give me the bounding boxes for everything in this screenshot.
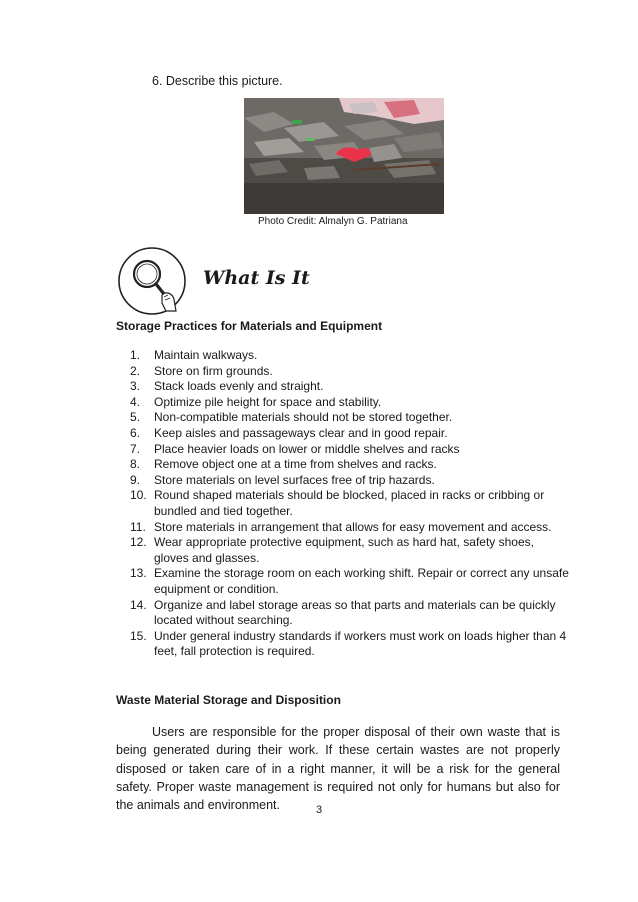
- storage-heading: Storage Practices for Materials and Equipment: [116, 319, 383, 333]
- storage-practices-list: [130, 348, 570, 660]
- section-title: What Is It: [203, 267, 310, 289]
- list-item: 3. Stack loads evenly and straight.: [130, 379, 324, 394]
- photo-credit: Photo Credit: Almalyn G. Patriana: [258, 216, 408, 227]
- list-item: 6. Keep aisles and passageways clear and in good repair.: [130, 425, 448, 440]
- list-item: 14. Organize and label storage areas so that parts and materials can be quickly located without searching.: [130, 597, 556, 628]
- list-item: 1. Maintain walkways.: [130, 348, 258, 362]
- waste-heading: Waste Material Storage and Disposition: [116, 693, 341, 707]
- list-item: 4. Optimize pile height for space and stability.: [130, 394, 382, 409]
- list-item: 10. Round shaped materials should be blocked, placed in racks or cribbing or bundled and tied together.: [130, 488, 545, 518]
- list-item: 9. Store materials on level surfaces free of trip hazards.: [130, 472, 435, 487]
- magnifying-glass-icon: [116, 245, 188, 317]
- page-number: 3: [315, 804, 323, 816]
- list-item: 2. Store on firm grounds.: [130, 363, 273, 378]
- question-6: 6. Describe this picture.: [152, 74, 283, 88]
- list-item: 15. Under general industry standards if workers must work on loads higher than 4 feet, fall protection is required.: [130, 628, 567, 659]
- list-item: 13. Examine the storage room on each working shift. Repair or correct any unsafe equipment or condition.: [130, 566, 569, 596]
- waste-paragraph: Users are responsible for the proper disposal of their own waste that is being generated during their work. If these certain wastes are not properly disposed or taken care of in a right manner, it will be a risk for the general safety. Proper waste management is required not only for humans but also for the animals and environment.: [116, 725, 560, 813]
- list-item: 5. Non-compatible materials should not be stored together.: [130, 410, 453, 425]
- list-item: 7. Place heavier loads on lower or middle shelves and racks: [130, 441, 460, 456]
- rubble-photo: [244, 98, 444, 214]
- list-item: 8. Remove object one at a time from shelves and racks.: [130, 457, 437, 472]
- list-item: 11. Store materials in arrangement that allows for easy movement and access.: [130, 519, 552, 534]
- list-item: 12. Wear appropriate protective equipment, such as hard hat, safety shoes, gloves and glasses.: [130, 535, 534, 565]
